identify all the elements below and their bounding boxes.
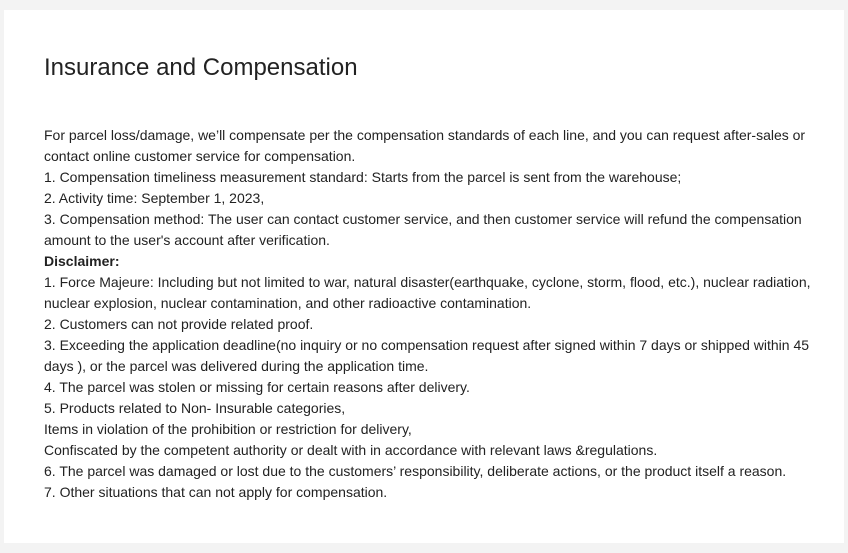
page-title: Insurance and Compensation [44, 54, 358, 81]
disclaimer-item: 3. Exceeding the application deadline(no inquiry or no compensation request after signed within 7 days or shipped within 45 days ), or the parcel was delivered during the application time. [44, 337, 810, 374]
term-item: 2. Activity time: September 1, 2023, [44, 190, 265, 206]
insurance-card [4, 10, 844, 543]
term-item: 3. Compensation method: The user can contact customer service, and then customer service will refund the compensation amount to the user's account after verification. [44, 211, 802, 248]
disclaimer-item: Confiscated by the competent authority or dealt with in accordance with relevant laws &regulations. [44, 442, 658, 458]
disclaimer-item: 1. Force Majeure: Including but not limited to war, natural disaster(earthquake, cyclone, storm, flood, etc.), nuclear radiation, nuclear explosion, nuclear contamination, and other radioactive contamination. [44, 274, 811, 311]
term-item: 1. Compensation timeliness measurement standard: Starts from the parcel is sent from the warehouse; [44, 169, 682, 185]
disclaimer-heading: Disclaimer: [44, 253, 120, 269]
intro-text: For parcel loss/damage, we’ll compensate per the compensation standards of each line, and you can request after-sales or contact online customer service for compensation. [44, 127, 806, 164]
disclaimer-item: 2. Customers can not provide related proof. [44, 316, 314, 332]
disclaimer-item: 6. The parcel was damaged or lost due to the customers’ responsibility, deliberate actions, or the product itself a reason. [44, 463, 787, 479]
disclaimer-item: 5. Products related to Non- Insurable categories, [44, 400, 346, 416]
policy-content [44, 125, 814, 503]
disclaimer-item: Items in violation of the prohibition or restriction for delivery, [44, 421, 412, 437]
disclaimer-item: 4. The parcel was stolen or missing for certain reasons after delivery. [44, 379, 470, 395]
disclaimer-item: 7. Other situations that can not apply for compensation. [44, 484, 388, 500]
